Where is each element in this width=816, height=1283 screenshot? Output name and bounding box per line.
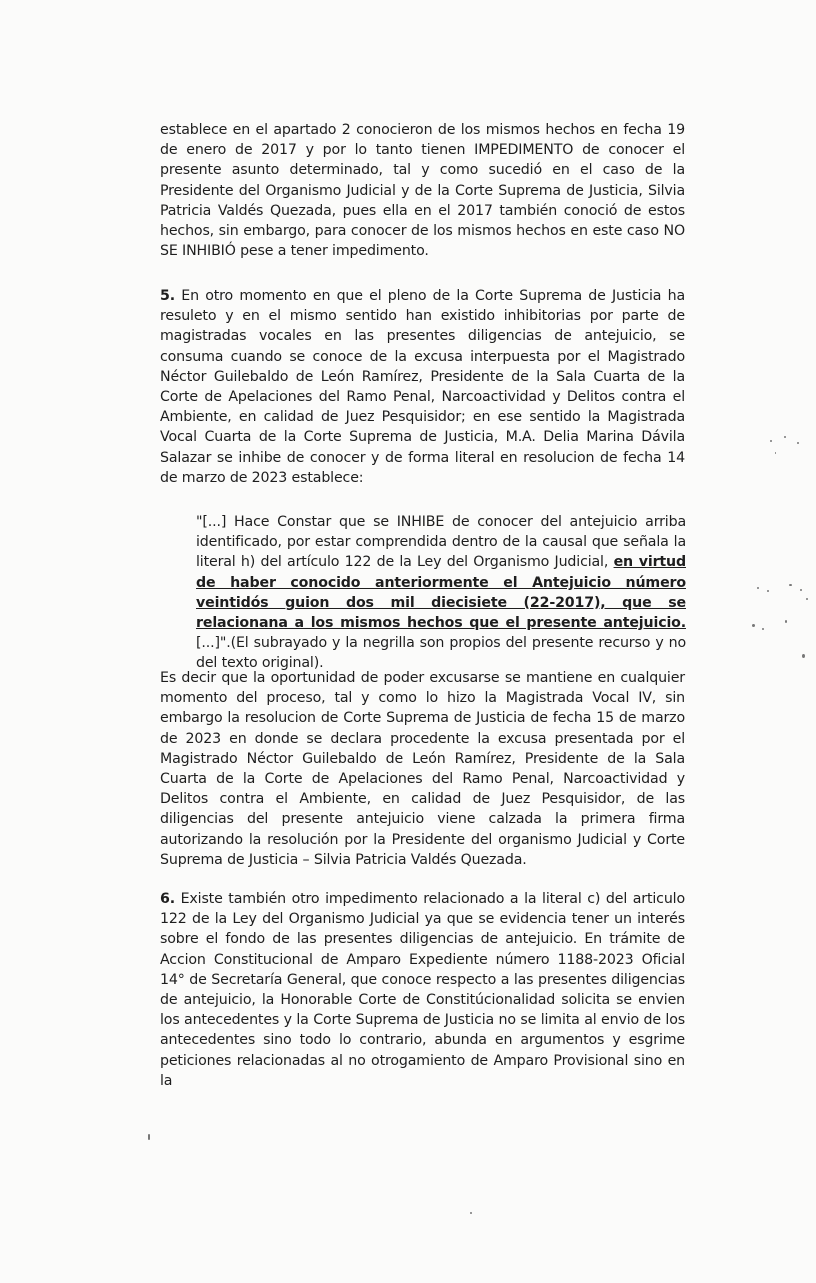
scan-speck [789,584,792,586]
scan-speck [797,442,799,444]
paragraph-body: En otro momento en que el pleno de la Corte Suprema de Justicia ha resuleto y en el mismo sentido han existido inhibitorias por parte de magistradas vocales en las presentes diligencias de antejuicio, se consuma cuando se conoce de la excusa interpuesta por el Magistrado Néctor Guilebaldo de León Ramírez, Presidente de la Sala Cuarta de la Corte de Apelaciones del Ramo Penal, Narcoactividad y Delitos contra el Ambiente, en calidad de Juez Pesquisidor; en ese sentido la Magistrada Vocal Cuarta de la Corte Suprema de Justicia, M.A. Delia Marina Dávila Salazar se inhibe de conocer y de forma literal en resolucion de fecha 14 de marzo de 2023 establece: [160,288,685,486]
scan-speck [148,1134,150,1140]
scan-speck [762,628,764,630]
scan-speck [784,436,786,438]
scan-speck [802,654,805,658]
scan-speck [752,624,755,627]
scan-speck [470,1212,472,1214]
scan-speck [800,589,802,591]
scan-speck [806,598,808,600]
scan-speck [775,452,776,454]
paragraph-point-6 [160,889,685,1091]
paragraph-body: Existe también otro impedimento relacionado a la literal c) del articulo 122 de la Ley del Organismo Judicial ya que se evidencia tener un interés sobre el fondo de las presentes diligencias de antejuicio. En trámite de Accion Constitucional de Amparo Expediente número 1188-2023 Oficial 14° de Secretaría General, que conoce respecto a las presentes diligencias de antejuicio, la Honorable Corte de Constitúcionalidad solicita se envien los antecedentes y la Corte Suprema de Justicia no se limita al envio de los antecedentes sino todo lo contrario, abunda en argumentos y esgrime peticiones relacionadas al no otrogamiento de Amparo Provisional sino en la [160,891,685,1089]
paragraph-point-5 [160,286,685,488]
quote-outro: [...]".(El subrayado y la negrilla son propios del presente recurso y no del texto original). [196,635,686,672]
paragraph-explanation: Es decir que la oportunidad de poder excusarse se mantiene en cualquier momento del proceso, tal y como lo hizo la Magistrada Vocal IV, sin embargo la resolucion de Corte Suprema de Justicia de fecha 15 de marzo de 2023 en donde se declara procedente la excusa presentada por el Magistrado Néctor Guilebaldo de León Ramírez, Presidente de la Sala Cuarta de la Corte de Apelaciones del Ramo Penal, Narcoactividad y Delitos contra el Ambiente, en calidad de Juez Pesquisidor, de las diligencias del presente antejuicio viene calzada la primera firma autorizando la resolución por la Presidente del organismo Judicial y Corte Suprema de Justicia – Silvia Patricia Valdés Quezada. [160,670,685,868]
quote-intro: "[...] Hace Constar que se INHIBE de conocer del antejuicio arriba identificado, por estar comprendida dentro de la causal que señala la literal h) del artículo 122 de la Ley del Organismo Judicial, [196,514,686,571]
block-quote [196,512,686,674]
scan-speck [785,620,787,623]
quote-emphasis: en virtud de haber conocido anteriormente el Antejuicio número veintidós guion dos mil diecisiete (22-2017), que se relacionana a los mismos hechos que el presente antejuicio. [196,554,686,632]
scan-speck [757,587,759,589]
scan-speck [767,590,769,592]
paragraph-continuation: establece en el apartado 2 conocieron de los mismos hechos en fecha 19 de enero de 2017 y por lo tanto tienen IMPEDIMENTO de conocer el presente asunto determinado, tal y como sucedió en el caso de la Presidente del Organismo Judicial y de la Corte Suprema de Justicia, Silvia Patricia Valdés Quezada, pues ella en el 2017 también conoció de estos hechos, sin embargo, para conocer de los mismos hechos en este caso NO SE INHIBIÓ pese a tener impedimento. [160,122,685,260]
paragraph-number: 5. [160,288,175,304]
scan-speck [770,440,772,442]
paragraph-number: 6. [160,891,175,907]
